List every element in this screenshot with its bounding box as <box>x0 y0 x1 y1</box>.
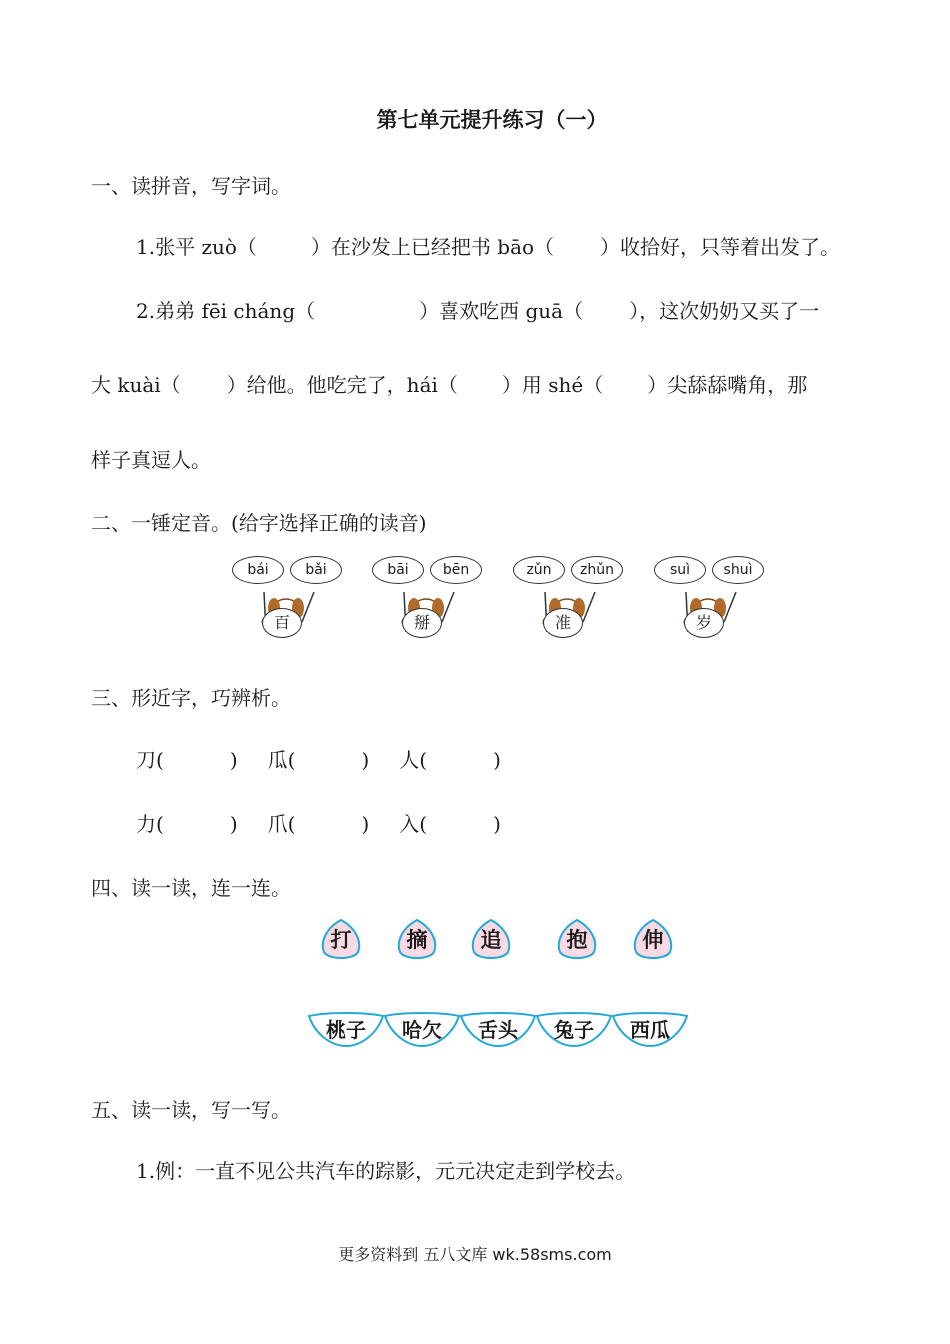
q2b-part2: ）给他。他吃完了，hái（ <box>226 373 458 397</box>
verb-label: 打 <box>330 927 352 952</box>
pinyin-option-left[interactable]: bāi <box>372 556 424 584</box>
section1-q2 <box>136 295 819 324</box>
paren-close: ) <box>493 748 501 772</box>
target-character: 掰 <box>402 608 442 638</box>
paren-close: ) <box>493 812 501 836</box>
verb-label: 伸 <box>642 927 664 952</box>
q1-part3: ）收拾好，只等着出发了。 <box>600 235 841 259</box>
noun-label: 桃子 <box>326 1018 366 1042</box>
noun-label: 西瓜 <box>630 1018 670 1042</box>
target-character: 岁 <box>684 608 724 638</box>
q1-part1: 1.张平 zuò（ <box>136 235 257 259</box>
verb-petal[interactable] <box>394 918 440 962</box>
noun-leaf[interactable] <box>459 1008 537 1048</box>
pinyin-option-left[interactable]: bái <box>232 556 284 584</box>
noun-leaf[interactable] <box>535 1008 613 1048</box>
section5-example: 1.例：一直不见公共汽车的踪影，元元决定走到学校去。 <box>136 1159 636 1183</box>
noun-label: 舌头 <box>478 1018 518 1042</box>
section1-q2-line2 <box>91 369 807 398</box>
char-label: 刀( <box>136 748 164 772</box>
section3-heading: 三、形近字，巧辨析。 <box>91 686 291 710</box>
paren-close: ) <box>229 748 238 772</box>
pinyin-option-left[interactable]: zǔn <box>513 556 565 584</box>
q1-part2: ）在沙发上已经把书 bāo（ <box>310 235 555 259</box>
verb-petal[interactable] <box>554 918 600 962</box>
verb-petal[interactable] <box>630 918 676 962</box>
page-title: 第七单元提升练习（一） <box>376 107 608 132</box>
pinyin-option-right[interactable]: bǎi <box>290 556 342 584</box>
verb-petal[interactable] <box>318 918 364 962</box>
pronunciation-group <box>654 556 774 646</box>
section2-heading: 二、一锤定音。(给字选择正确的读音) <box>91 511 427 535</box>
q2b-part4: ）尖舔舔嘴角，那 <box>647 373 808 397</box>
section4-heading: 四、读一读，连一连。 <box>91 876 291 900</box>
verb-petal[interactable] <box>468 918 514 962</box>
char-label: 人( <box>399 748 428 772</box>
section1-q2-line3: 样子真逗人。 <box>91 448 211 472</box>
pinyin-option-left[interactable]: suì <box>654 556 706 584</box>
similar-chars-row <box>136 744 501 773</box>
target-character: 百 <box>262 608 302 638</box>
q2b-part1: 大 kuài（ <box>91 373 181 397</box>
paren-close: ) <box>361 812 370 836</box>
q2-part2: ）喜欢吃西 guā（ <box>419 299 584 323</box>
char-label: 力( <box>136 812 164 836</box>
pinyin-option-right[interactable]: zhǔn <box>571 556 623 584</box>
verb-label: 追 <box>480 927 502 952</box>
section1-q1 <box>136 231 840 260</box>
section5-heading: 五、读一读，写一写。 <box>91 1098 291 1122</box>
q2-part1: 2.弟弟 fēi cháng（ <box>136 299 316 323</box>
char-label: 入( <box>399 812 428 836</box>
noun-label: 兔子 <box>554 1018 594 1042</box>
noun-label: 哈欠 <box>402 1018 442 1042</box>
pronunciation-group <box>513 556 633 646</box>
pronunciation-group <box>232 556 352 646</box>
section1-heading: 一、读拼音，写字词。 <box>91 174 291 198</box>
similar-chars-row <box>136 808 501 837</box>
verb-label: 抱 <box>566 927 588 952</box>
char-label: 瓜( <box>267 748 296 772</box>
pronunciation-group <box>372 556 492 646</box>
footer-link[interactable]: 更多资料到 五八文库 wk.58sms.com <box>338 1245 612 1264</box>
paren-close: ) <box>229 812 238 836</box>
verb-label: 摘 <box>406 927 428 952</box>
noun-leaf[interactable] <box>307 1008 385 1048</box>
char-label: 爪( <box>267 812 296 836</box>
pinyin-option-right[interactable]: shuì <box>712 556 764 584</box>
pinyin-option-right[interactable]: bēn <box>430 556 482 584</box>
noun-leaf[interactable] <box>611 1008 689 1048</box>
q2b-part3: ）用 shé（ <box>501 373 604 397</box>
q2-part3: ），这次奶奶又买了一 <box>629 299 820 323</box>
noun-leaf[interactable] <box>383 1008 461 1048</box>
paren-close: ) <box>361 748 370 772</box>
target-character: 准 <box>543 608 583 638</box>
